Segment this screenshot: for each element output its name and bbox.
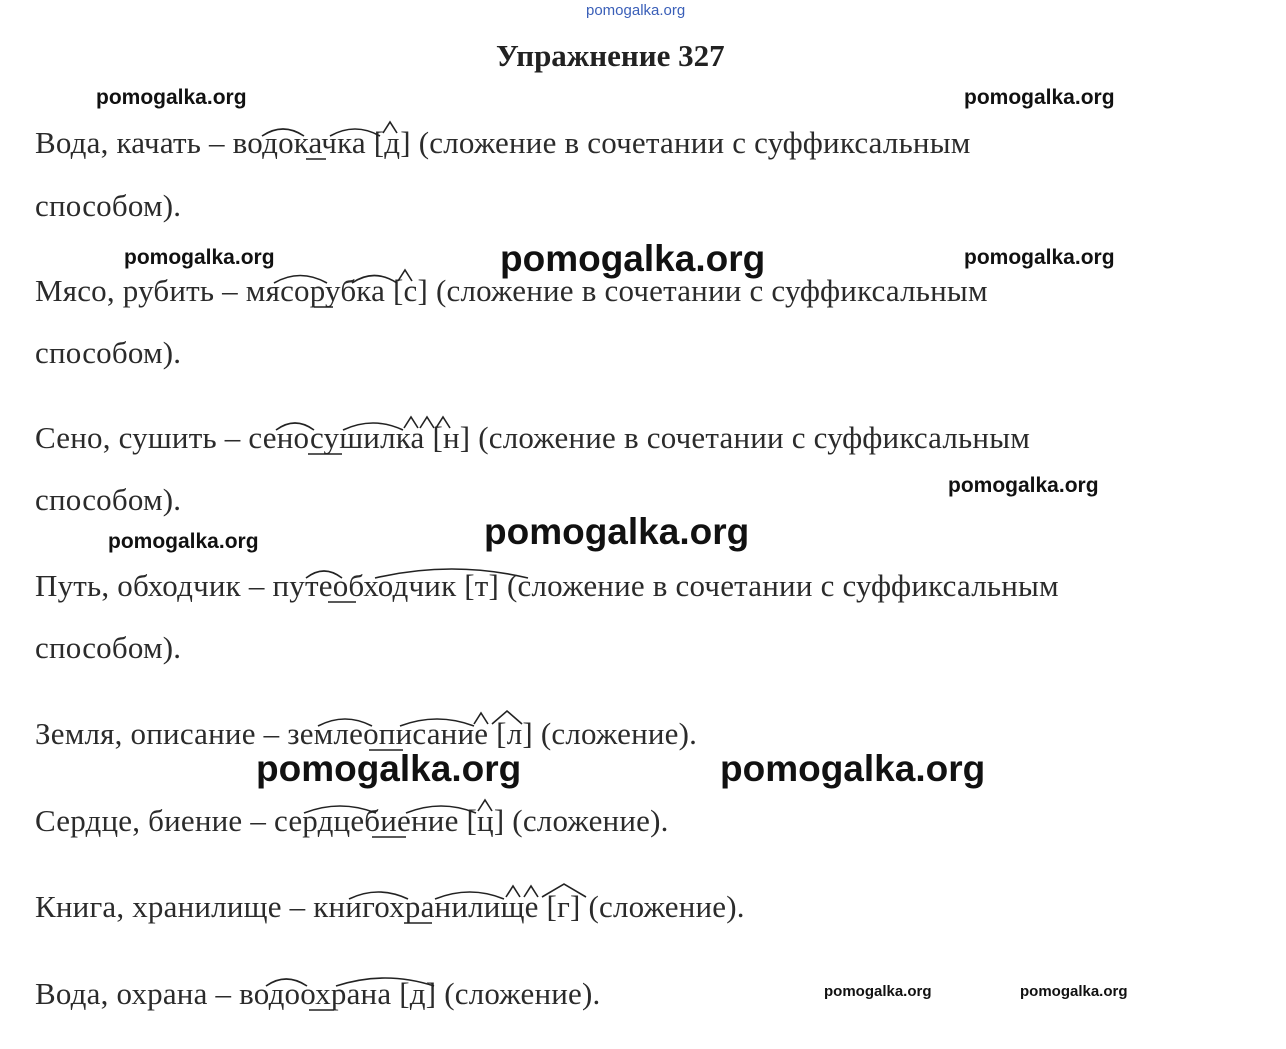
watermark: pomogalka.org	[964, 86, 1115, 109]
watermark: pomogalka.org	[964, 246, 1115, 269]
entry-3-line-2: способом).	[35, 482, 182, 517]
page-title: Упражнение 327	[496, 38, 725, 73]
watermark: pomogalka.org	[96, 86, 247, 109]
watermark-large: pomogalka.org	[720, 748, 986, 789]
watermark-small: pomogalka.org	[1020, 983, 1128, 1000]
watermark-small: pomogalka.org	[824, 983, 932, 1000]
entry-1-line-1: Вода, качать – водокачка [д] (сложение в сочетании с суффиксальным	[35, 125, 971, 160]
watermark-large: pomogalka.org	[484, 511, 750, 552]
top-watermark: pomogalka.org	[586, 2, 686, 19]
watermark: pomogalka.org	[108, 530, 259, 553]
entry-4-line-2: способом).	[35, 630, 182, 665]
entry-6-line-1: Сердце, биение – сердцебиение [ц] (сложение).	[35, 803, 669, 838]
entry-2-line-2: способом).	[35, 335, 182, 370]
entry-8-line-1: Вода, охрана – водоохрана [д] (сложение).	[35, 976, 601, 1011]
watermark-large: pomogalka.org	[256, 748, 522, 789]
watermark: pomogalka.org	[124, 246, 275, 269]
watermark-large: pomogalka.org	[500, 238, 766, 279]
entry-2-line-1: Мясо, рубить – мясорубка [с] (сложение в сочетании с суффиксальным	[35, 273, 988, 308]
watermark: pomogalka.org	[948, 474, 1099, 497]
entry-7-line-1: Книга, хранилище – книгохранилище [г] (сложение).	[35, 889, 745, 924]
entry-3-line-1: Сено, сушить – сеносушилка [н] (сложение в сочетании с суффиксальным	[35, 420, 1031, 455]
entry-1-line-2: способом).	[35, 188, 182, 223]
entry-5-line-1: Земля, описание – землеописание [л] (сложение).	[35, 716, 698, 751]
entry-4-line-1: Путь, обходчик – путеобходчик [т] (сложение в сочетании с суффиксальным	[35, 568, 1059, 603]
